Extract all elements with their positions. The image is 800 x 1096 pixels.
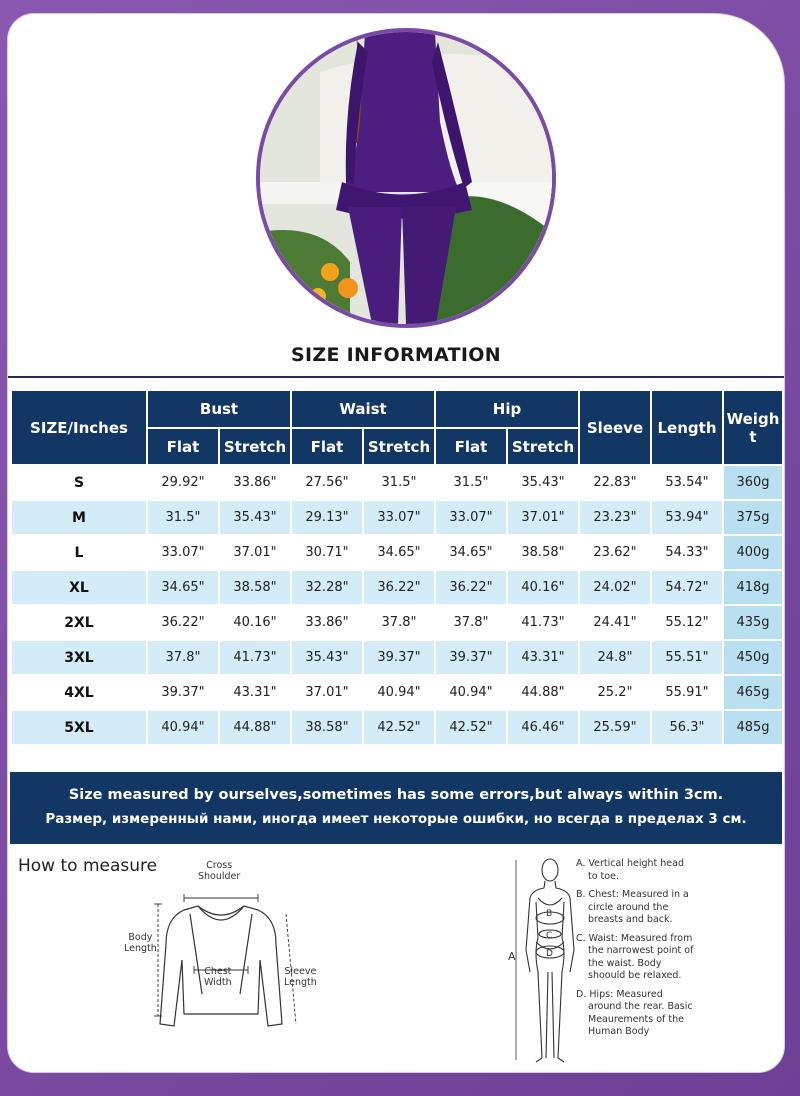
letter-b: B [546,909,553,919]
measurement-cell: 36.22" [364,571,434,604]
measurement-cell: 36.22" [148,606,218,639]
weight-cell: 400g [724,536,782,569]
measurement-cell: 54.33" [652,536,722,569]
measurement-cell: 29.92" [148,466,218,499]
weight-cell: 450g [724,641,782,674]
measurement-cell: 31.5" [364,466,434,499]
measurement-cell: 43.31" [508,641,578,674]
size-header: SIZE/Inches [12,391,146,464]
measurement-cell: 34.65" [436,536,506,569]
size-cell: 4XL [12,676,146,709]
measurement-cell: 35.43" [292,641,362,674]
table-row [12,676,782,709]
measurement-cell: 56.3" [652,711,722,744]
sub-header: Stretch [508,429,578,464]
measurement-cell: 31.5" [148,501,218,534]
weight-cell: 485g [724,711,782,744]
legend-item: B. Chest: Measured in a circle around the breasts and back. [576,889,689,925]
body-diagram [498,852,578,1070]
table-row [12,606,782,639]
measurement-cell: 23.23" [580,501,650,534]
measurement-cell: 34.65" [148,571,218,604]
size-rows [12,466,782,744]
measurement-cell: 35.43" [508,466,578,499]
measurement-cell: 54.72" [652,571,722,604]
sleeve-header: Sleeve [580,391,650,464]
measurement-cell: 41.73" [508,606,578,639]
length-header: Length [652,391,722,464]
size-cell: M [12,501,146,534]
weight-header: Weigh t [724,391,782,464]
measurement-cell: 36.22" [436,571,506,604]
measurement-cell: 39.37" [436,641,506,674]
sub-header: Flat [436,429,506,464]
bust-header: Bust [148,391,290,427]
measurement-cell: 27.56" [292,466,362,499]
cross-shoulder-label: Cross Shoulder [198,860,241,882]
measurement-cell: 44.88" [508,676,578,709]
measurement-cell: 37.01" [220,536,290,569]
size-cell: L [12,536,146,569]
measurement-cell: 37.01" [508,501,578,534]
weight-cell: 435g [724,606,782,639]
measurement-cell: 25.2" [580,676,650,709]
table-row [12,466,782,499]
measurement-cell: 37.01" [292,676,362,709]
table-row [12,536,782,569]
size-cell: 2XL [12,606,146,639]
measurement-cell: 39.37" [364,641,434,674]
measurement-cell: 40.16" [220,606,290,639]
measurement-cell: 53.54" [652,466,722,499]
weight-cell: 360g [724,466,782,499]
sub-header: Flat [148,429,218,464]
legend-item: D. Hips: Measured around the rear. Basic Meaurements of the Human Body [576,988,693,1037]
weight-cell: 418g [724,571,782,604]
human-figure-icon [498,852,578,1066]
sleeve-length-label: Sleeve Length [284,966,317,988]
measurement-cell: 43.31" [220,676,290,709]
sub-header: Stretch [220,429,290,464]
measurement-cell: 22.83" [580,466,650,499]
garment-diagram [124,860,317,1038]
measurement-cell: 38.58" [508,536,578,569]
size-card [8,14,784,1072]
measurement-cell: 39.37" [148,676,218,709]
measurement-cell: 38.58" [220,571,290,604]
notice-english: Size measured by ourselves,sometimes has some errors,but always within 3cm. [68,787,724,803]
measurement-cell: 33.07" [436,501,506,534]
measurement-cell: 53.94" [652,501,722,534]
measurement-cell: 40.94" [148,711,218,744]
measurement-cell: 24.8" [580,641,650,674]
letter-a: A [508,950,516,963]
measurement-cell: 37.8" [436,606,506,639]
measurement-cell: 41.73" [220,641,290,674]
divider [8,376,784,378]
size-cell: 5XL [12,711,146,744]
notice-russian: Размер, измеренный нами, иногда имеет некоторые ошибки, но всегда в пределах 3 см. [45,811,747,827]
measurement-cell: 33.07" [148,536,218,569]
measurement-cell: 55.12" [652,606,722,639]
product-photo [256,28,556,328]
table-row [12,711,782,744]
measurement-cell: 25.59" [580,711,650,744]
hip-header: Hip [436,391,578,427]
measurement-cell: 34.65" [364,536,434,569]
table-row [12,641,782,674]
shirt-outline-icon [136,874,306,1034]
measurement-cell: 55.51" [652,641,722,674]
measurement-cell: 32.28" [292,571,362,604]
how-to-measure-title: How to measure [18,856,158,876]
measurement-cell: 33.86" [292,606,362,639]
sub-header: Flat [292,429,362,464]
measurement-cell: 55.91" [652,676,722,709]
size-cell: XL [12,571,146,604]
legend-item: A. Vertical height head to toe. [576,858,684,882]
measurement-cell: 29.13" [292,501,362,534]
measurement-cell: 24.02" [580,571,650,604]
body-length-label: Body Length [124,932,157,954]
page-title: SIZE INFORMATION [291,344,501,366]
table-row [12,571,782,604]
measurement-cell: 30.71" [292,536,362,569]
measurement-cell: 42.52" [364,711,434,744]
measurement-notice [10,772,782,844]
model-illustration [260,32,552,324]
measurement-cell: 37.8" [148,641,218,674]
table-row [12,501,782,534]
how-to-measure [10,846,782,1072]
weight-cell: 375g [724,501,782,534]
measurement-cell: 37.8" [364,606,434,639]
measurement-cell: 42.52" [436,711,506,744]
sub-header: Stretch [364,429,434,464]
measurement-cell: 35.43" [220,501,290,534]
measurement-cell: 44.88" [220,711,290,744]
measurement-cell: 33.07" [364,501,434,534]
waist-header: Waist [292,391,434,427]
letter-c: C [546,931,553,941]
measurement-cell: 40.94" [436,676,506,709]
chest-width-label: Chest Width [204,966,232,988]
measurement-cell: 31.5" [436,466,506,499]
measurement-cell: 24.41" [580,606,650,639]
legend-item: C. Waist: Measured from the narrowest point of the waist. Body shoould be relaxed. [576,932,694,981]
measurement-cell: 23.62" [580,536,650,569]
letter-d: D [546,949,553,959]
measurement-cell: 38.58" [292,711,362,744]
measurement-cell: 33.86" [220,466,290,499]
size-table [10,389,784,746]
measurement-cell: 46.46" [508,711,578,744]
measurement-cell: 40.94" [364,676,434,709]
weight-cell: 465g [724,676,782,709]
measurement-legend [576,858,696,1045]
size-cell: S [12,466,146,499]
size-cell: 3XL [12,641,146,674]
measurement-cell: 40.16" [508,571,578,604]
